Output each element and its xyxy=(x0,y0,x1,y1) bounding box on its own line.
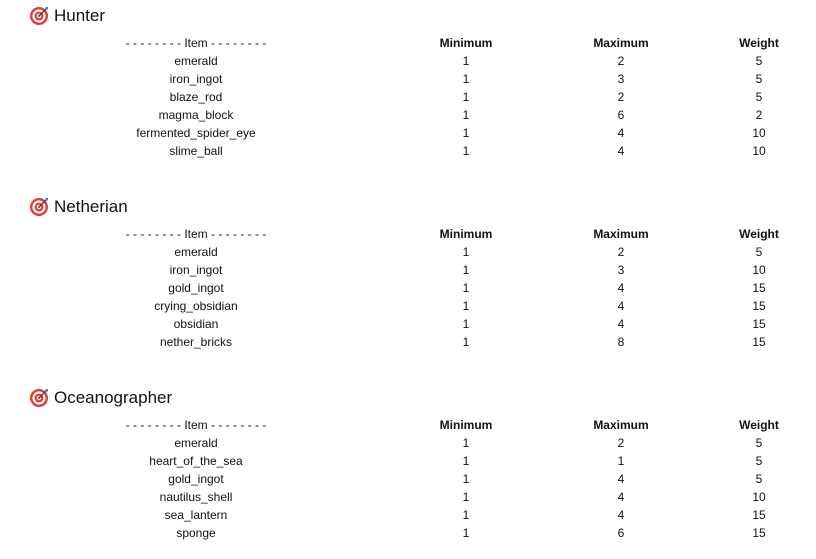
maximum-cell: 4 xyxy=(617,508,625,522)
weight-cell: 5 xyxy=(755,72,763,86)
maximum-cell: 4 xyxy=(617,126,625,140)
weight-cell: 5 xyxy=(755,472,763,486)
maximum-cell: 4 xyxy=(617,299,625,313)
maximum-cell: 4 xyxy=(617,472,625,486)
loot-table xyxy=(0,416,816,542)
column-header-weight: Weight xyxy=(739,227,779,241)
minimum-cell: 1 xyxy=(462,263,470,277)
minimum-cell: 1 xyxy=(462,472,470,486)
table-header-row xyxy=(0,416,816,434)
table-row xyxy=(0,333,816,351)
weight-cell: 2 xyxy=(755,108,763,122)
item-cell: iron_ingot xyxy=(169,72,223,86)
table-row xyxy=(0,506,816,524)
column-header-minimum: Minimum xyxy=(439,227,493,241)
minimum-cell: 1 xyxy=(462,54,470,68)
weight-cell: 15 xyxy=(752,281,766,295)
target-icon xyxy=(29,6,49,26)
table-row xyxy=(0,279,816,297)
column-header-item: - - - - - - - - Item - - - - - - - - xyxy=(125,227,267,241)
item-cell: obsidian xyxy=(173,317,219,331)
maximum-cell: 3 xyxy=(617,263,625,277)
weight-cell: 5 xyxy=(755,245,763,259)
column-header-maximum: Maximum xyxy=(593,36,649,50)
item-cell: gold_ingot xyxy=(168,472,224,486)
table-header-row xyxy=(0,225,816,243)
weight-cell: 10 xyxy=(752,263,766,277)
table-row xyxy=(0,452,816,470)
weight-cell: 10 xyxy=(752,490,766,504)
table-row xyxy=(0,261,816,279)
column-header-weight: Weight xyxy=(739,36,779,50)
maximum-cell: 2 xyxy=(617,436,625,450)
weight-cell: 15 xyxy=(752,299,766,313)
column-header-minimum: Minimum xyxy=(439,36,493,50)
table-row xyxy=(0,297,816,315)
item-cell: emerald xyxy=(174,54,218,68)
section-title: Netherian xyxy=(54,197,128,216)
minimum-cell: 1 xyxy=(462,126,470,140)
item-cell: sponge xyxy=(176,526,216,540)
table-row xyxy=(0,88,816,106)
minimum-cell: 1 xyxy=(462,317,470,331)
weight-cell: 15 xyxy=(752,508,766,522)
weight-cell: 15 xyxy=(752,317,766,331)
minimum-cell: 1 xyxy=(462,454,470,468)
item-cell: sea_lantern xyxy=(164,508,228,522)
weight-cell: 15 xyxy=(752,335,766,349)
maximum-cell: 8 xyxy=(617,335,625,349)
maximum-cell: 2 xyxy=(617,245,625,259)
maximum-cell: 4 xyxy=(617,144,625,158)
table-row xyxy=(0,70,816,88)
column-header-maximum: Maximum xyxy=(593,418,649,432)
maximum-cell: 6 xyxy=(617,108,625,122)
table-row xyxy=(0,124,816,142)
item-cell: magma_block xyxy=(158,108,234,122)
column-header-weight: Weight xyxy=(739,418,779,432)
table-row xyxy=(0,315,816,333)
minimum-cell: 1 xyxy=(462,490,470,504)
column-header-item: - - - - - - - - Item - - - - - - - - xyxy=(125,36,267,50)
minimum-cell: 1 xyxy=(462,144,470,158)
item-cell: emerald xyxy=(174,245,218,259)
item-cell: heart_of_the_sea xyxy=(149,454,243,468)
minimum-cell: 1 xyxy=(462,508,470,522)
minimum-cell: 1 xyxy=(462,72,470,86)
target-icon xyxy=(29,197,49,217)
maximum-cell: 4 xyxy=(617,490,625,504)
minimum-cell: 1 xyxy=(462,335,470,349)
weight-cell: 10 xyxy=(752,144,766,158)
table-row xyxy=(0,142,816,160)
minimum-cell: 1 xyxy=(462,108,470,122)
loot-table xyxy=(0,34,816,160)
item-cell: nautilus_shell xyxy=(159,490,233,504)
section-title: Oceanographer xyxy=(54,388,173,407)
table-row xyxy=(0,434,816,452)
target-icon xyxy=(29,388,49,408)
item-cell: gold_ingot xyxy=(168,281,224,295)
maximum-cell: 4 xyxy=(617,281,625,295)
item-cell: blaze_rod xyxy=(169,90,223,104)
weight-cell: 5 xyxy=(755,454,763,468)
maximum-cell: 1 xyxy=(617,454,625,468)
weight-cell: 15 xyxy=(752,526,766,540)
minimum-cell: 1 xyxy=(462,281,470,295)
column-header-maximum: Maximum xyxy=(593,227,649,241)
item-cell: nether_bricks xyxy=(159,335,233,349)
weight-cell: 5 xyxy=(755,90,763,104)
item-cell: slime_ball xyxy=(169,144,223,158)
section-header xyxy=(29,385,172,411)
weight-cell: 10 xyxy=(752,126,766,140)
item-cell: emerald xyxy=(174,436,218,450)
section-header xyxy=(29,194,128,220)
maximum-cell: 3 xyxy=(617,72,625,86)
weight-cell: 5 xyxy=(755,54,763,68)
table-row xyxy=(0,106,816,124)
section-title: Hunter xyxy=(54,6,106,25)
minimum-cell: 1 xyxy=(462,299,470,313)
maximum-cell: 4 xyxy=(617,317,625,331)
item-cell: fermented_spider_eye xyxy=(136,126,256,140)
minimum-cell: 1 xyxy=(462,245,470,259)
column-header-minimum: Minimum xyxy=(439,418,493,432)
table-row xyxy=(0,52,816,70)
minimum-cell: 1 xyxy=(462,90,470,104)
table-row xyxy=(0,470,816,488)
minimum-cell: 1 xyxy=(462,436,470,450)
section-header xyxy=(29,3,105,29)
loot-table xyxy=(0,225,816,351)
weight-cell: 5 xyxy=(755,436,763,450)
item-cell: crying_obsidian xyxy=(154,299,238,313)
maximum-cell: 2 xyxy=(617,90,625,104)
minimum-cell: 1 xyxy=(462,526,470,540)
table-row xyxy=(0,488,816,506)
maximum-cell: 6 xyxy=(617,526,625,540)
item-cell: iron_ingot xyxy=(169,263,223,277)
table-header-row xyxy=(0,34,816,52)
maximum-cell: 2 xyxy=(617,54,625,68)
table-row xyxy=(0,243,816,261)
column-header-item: - - - - - - - - Item - - - - - - - - xyxy=(125,418,267,432)
table-row xyxy=(0,524,816,542)
